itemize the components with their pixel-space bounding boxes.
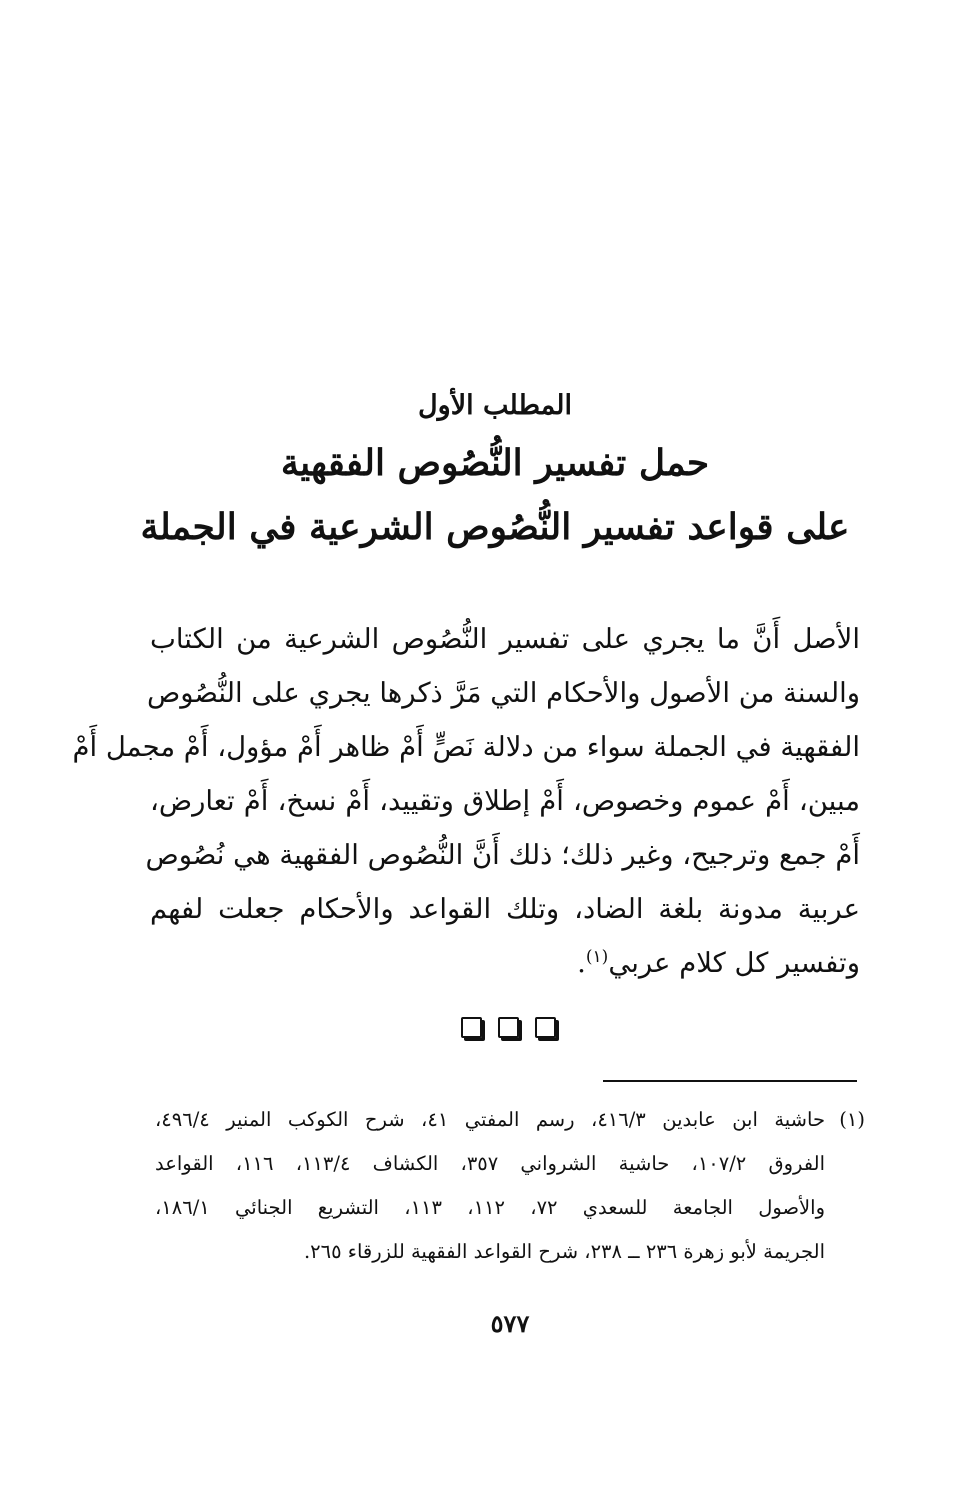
footnote-line: حاشية ابن عابدين ٤١٦/٣، رسم المفتي ٤١، شرح الكوكب المنير ٤٩٦/٤،	[155, 1108, 825, 1131]
square-icon	[498, 1017, 519, 1038]
footnote-line: والأصول الجامعة للسعدي ٧٢، ١١٢، ١١٣، التشريع الجنائي ١٨٦/١،	[155, 1196, 825, 1219]
footnote-text	[155, 1098, 825, 1274]
body-paragraph	[72, 612, 860, 990]
body-line: الفقهية في الجملة سواء من دلالة نَصٍّ أَمْ ظاهر أَمْ مؤول، أَمْ مجمل أَمْ	[72, 731, 860, 763]
footnote	[155, 1098, 865, 1274]
square-icon	[461, 1017, 482, 1038]
footnote-reference[interactable]: (١)	[585, 946, 609, 967]
body-line: عربية مدونة بلغة الضاد، وتلك القواعد والأحكام جعلت لفهم	[150, 893, 860, 925]
footnote-line: الجريمة لأبو زهرة ٢٣٦ ــ ٢٣٨، شرح القواعد الفقهية للزرقاء ٢٦٥.	[303, 1240, 825, 1263]
section-separator	[0, 1017, 956, 1038]
body-last-line-end: .	[577, 947, 586, 979]
body-line: أَمْ جمع وترجيح، وغير ذلك؛ ذلك أَنَّ النُّصُوص الفقهية هي نُصُوص	[145, 839, 860, 871]
section-label: المطلب الأول	[418, 390, 572, 421]
body-last-line	[150, 936, 860, 990]
footnote-row	[155, 1098, 865, 1274]
body-line: مبين، أَمْ عموم وخصوص، أَمْ إطلاق وتقييد، أَمْ نسخ، أَمْ تعارض،	[150, 785, 860, 817]
chapter-title-line-2: على قواعد تفسير النُّصُوص الشرعية في الجملة	[140, 506, 850, 548]
body-last-line-text: وتفسير كل كلام عربي	[608, 947, 860, 979]
page-number: ٥٧٧	[490, 1309, 530, 1338]
body-line: والسنة من الأصول والأحكام التي مَرَّ ذكرها يجري على النُّصُوص	[147, 677, 860, 709]
footnote-line: الفروق ١٠٧/٢، حاشية الشرواني ٣٥٧، الكشاف ١١٣/٤، ١١٦، القواعد	[155, 1152, 826, 1175]
body-line: الأصل أَنَّ ما يجري على تفسير النُّصُوص الشرعية من الكتاب	[150, 623, 860, 655]
square-icon	[535, 1017, 556, 1038]
chapter-title-line-1: حمل تفسير النُّصُوص الفقهية	[280, 442, 710, 484]
footnote-number: (١)	[839, 1108, 865, 1131]
footnote-divider	[603, 1080, 857, 1082]
